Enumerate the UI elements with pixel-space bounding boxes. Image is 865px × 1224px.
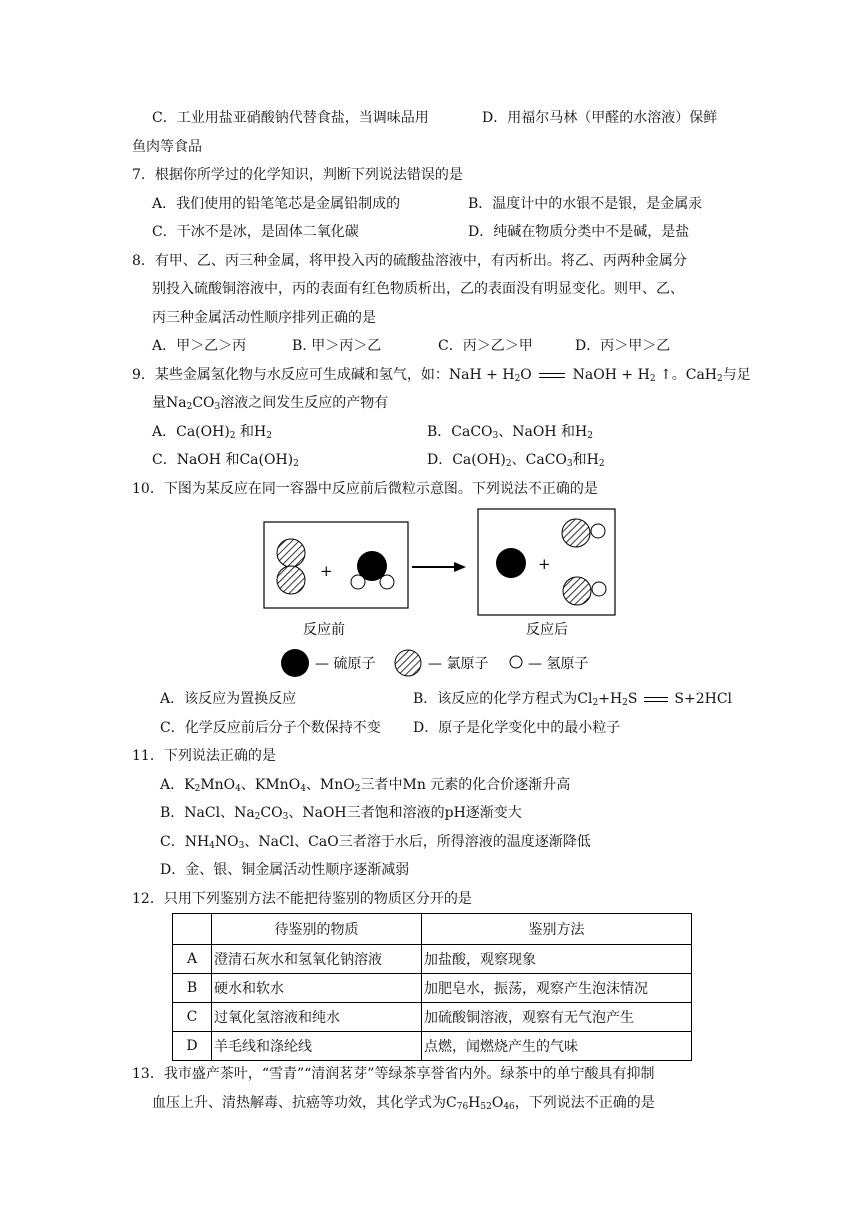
question-12: 12．只用下列鉴别方法不能把待鉴别的物质区分开的是: [132, 891, 472, 907]
option-8b: B. 甲＞丙＞乙: [292, 338, 382, 354]
equals-sign: [539, 373, 565, 378]
option-9d: D．$Ca(OH)_2$、CaCO$_3$和$H_2$: [427, 452, 605, 469]
option-10d: D．原子是化学变化中的最小粒子: [413, 720, 621, 736]
option-11b: B．NaCl、$Na_2CO_3$、NaOH三者饱和溶液的pH逐渐变大: [160, 805, 522, 822]
option-7c: C．干冰不是冰，是固体二氧化碳: [152, 224, 359, 240]
legend-sulfur-icon: [281, 649, 309, 677]
plus-sign: +: [320, 562, 333, 580]
table-header-cell: 鉴别方法: [422, 914, 692, 945]
legend-chlorine-label: — 氯原子: [428, 656, 489, 672]
identification-table: [172, 913, 692, 1061]
table-header-cell: [173, 914, 212, 945]
option-7a: A．我们使用的铅笔笔芯是金属铅制成的: [152, 196, 401, 212]
hydrogen-atom-icon: [591, 524, 605, 538]
option-11d: D．金、银、铜金属活动性顺序逐渐减弱: [160, 862, 410, 878]
legend-sulfur-label: — 硫原子: [315, 656, 376, 672]
question-13-line1: 13．我市盛产茶叶，“雪青”“清润茗芽”等绿茶享誉省内外。绿茶中的单宁酸具有抑制: [132, 1066, 655, 1082]
question-8-line2: 别投入硫酸铜溶液中，丙的表面有红色物质析出，乙的表面没有明显变化。则甲、乙、: [152, 281, 684, 297]
option-8d: D．丙＞甲＞乙: [575, 338, 671, 354]
chlorine-atom-icon: [277, 539, 305, 567]
table-cell: 点燃，闻燃烧产生的气味: [422, 1032, 692, 1061]
table-cell: 过氧化氢溶液和纯水: [212, 1003, 422, 1032]
table-cell: 加肥皂水，振荡，观察产生泡沫情况: [422, 974, 692, 1003]
question-13-line2: 血压上升、清热解毒、抗癌等功效，其化学式为$C_{76}H_{52}O_{46}$，下列说法不正确的是: [152, 1095, 655, 1112]
option-6d: D．用福尔马林（甲醛的水溶液）保鲜: [482, 110, 718, 126]
table-row: [173, 945, 692, 974]
table-cell: B: [173, 974, 212, 1003]
option-10a: A．该反应为置换反应: [160, 691, 297, 707]
legend-hydrogen-label: — 氢原子: [528, 656, 589, 672]
option-8c: C．丙＞乙＞甲: [438, 338, 533, 354]
table-cell: 加盐酸，观察现象: [422, 945, 692, 974]
reaction-diagram: [0, 500, 865, 690]
question-7: 7．根据你所学过的化学知识，判断下列说法错误的是: [132, 167, 463, 183]
option-6c: C．工业用盐亚硝酸钠代替食盐，当调味品用: [152, 110, 429, 126]
table-header-cell: 待鉴别的物质: [212, 914, 422, 945]
legend-hydrogen-icon: [510, 656, 522, 668]
option-9b: B．CaCO$_3$、NaOH 和$H_2$: [427, 424, 593, 441]
chlorine-atom-icon: [563, 577, 591, 605]
option-9a: A．$Ca(OH)_2$ 和$H_2$: [152, 424, 272, 441]
table-cell: 澄清石灰水和氢氧化钠溶液: [212, 945, 422, 974]
question-9-line1: 9．某些金属氢化物与水反应可生成碱和氢气，如：NaH + $H_2O$ NaOH + $H_2$ ↑。CaH$_2$与足: [132, 367, 751, 384]
table-cell: A: [173, 945, 212, 974]
option-9c: C．NaOH 和$Ca(OH)_2$: [152, 452, 299, 469]
sulfur-atom-icon: [496, 548, 526, 578]
option-10c: C．化学反应前后分子个数保持不变: [160, 720, 381, 736]
table-header-row: [173, 914, 692, 945]
table-row: [173, 1003, 692, 1032]
option-11c: C．$NH_4NO_3$、NaCl、CaO三者溶于水后，所得溶液的温度逐渐降低: [160, 834, 591, 851]
equals-sign: [644, 697, 668, 702]
question-11: 11．下列说法正确的是: [132, 748, 276, 764]
table-cell: D: [173, 1032, 212, 1061]
before-label: 反应前: [303, 622, 345, 638]
option-6d-cont: 鱼肉等食品: [132, 139, 202, 155]
question-10: 10．下图为某反应在同一容器中反应前后微粒示意图。下列说法不正确的是: [132, 481, 598, 497]
chlorine-atom-icon: [277, 566, 305, 594]
table-cell: 硬水和软水: [212, 974, 422, 1003]
option-7b: B．温度计中的水银不是银，是金属汞: [468, 196, 703, 212]
question-8-line3: 丙三种金属活动性顺序排列正确的是: [152, 310, 376, 326]
option-11a: A．$K_2MnO_4$、KMnO$_4$、MnO$_2$三者中Mn 元素的化合价逐渐升高: [160, 777, 571, 794]
question-9-line2: 量$Na_2CO_3$溶液之间发生反应的产物有: [152, 395, 389, 412]
hydrogen-atom-icon: [592, 582, 606, 596]
plus-sign: +: [538, 555, 551, 573]
question-8-line1: 8．有甲、乙、丙三种金属，将甲投入丙的硫酸盐溶液中，有丙析出。将乙、丙两种金属分: [132, 253, 687, 269]
legend-chlorine-icon: [395, 650, 421, 676]
table-cell: 加硫酸铜溶液，观察有无气泡产生: [422, 1003, 692, 1032]
option-8a: A．甲＞乙＞丙: [152, 338, 247, 354]
table-cell: C: [173, 1003, 212, 1032]
hydrogen-atom-icon: [380, 575, 394, 589]
table-row: [173, 1032, 692, 1061]
option-10b: B．该反应的化学方程式为$Cl_2+H_2S$ S+2HCl: [413, 691, 733, 708]
table-cell: 羊毛线和涤纶线: [212, 1032, 422, 1061]
table-row: [173, 974, 692, 1003]
hydrogen-atom-icon: [351, 575, 365, 589]
chlorine-atom-icon: [562, 519, 590, 547]
after-label: 反应后: [526, 622, 568, 638]
option-7d: D．纯碱在物质分类中不是碱，是盐: [468, 224, 690, 240]
